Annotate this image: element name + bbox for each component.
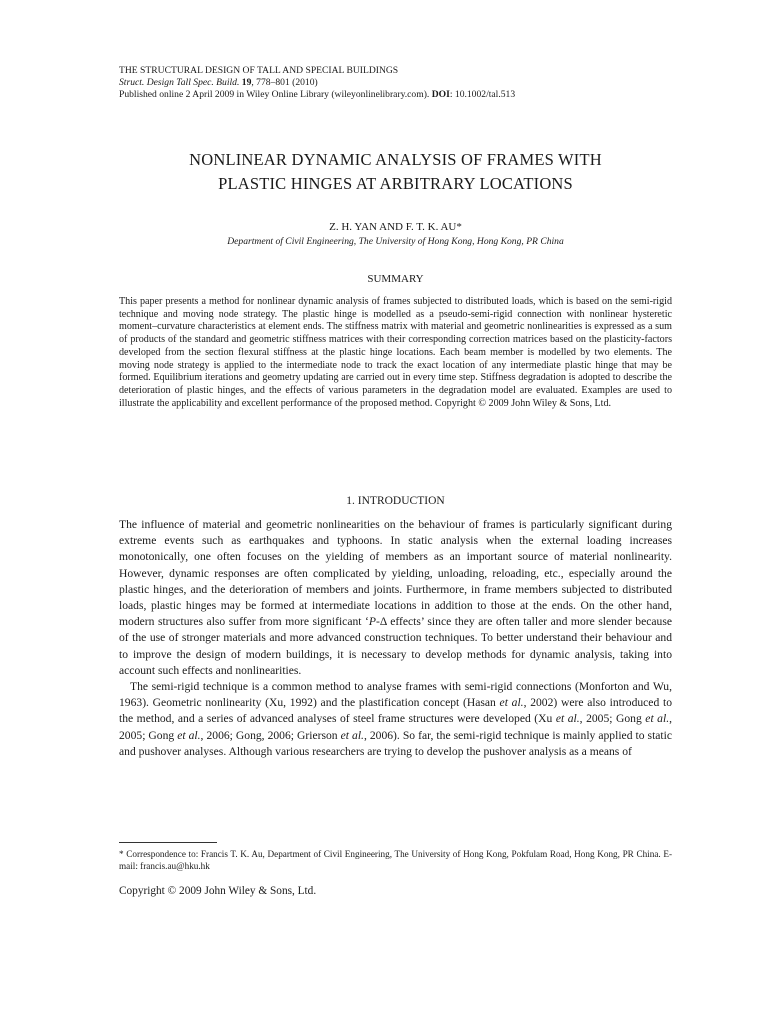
et-al: et al. [340,728,364,742]
journal-citation [119,77,672,89]
et-al: et al. [555,712,580,726]
doi-value: : 10.1002/tal.513 [449,89,516,100]
citation-volume: 19 [241,77,252,88]
published-prefix: Published online 2 April 2009 in Wiley Online Library (wileyonlinelibrary.com). [119,89,430,100]
text-run: , 2002) were also introduced to the method, and a series of advanced analyses of steel frame structures were developed (Xu [119,696,672,726]
intro-paragraph-2 [119,679,672,760]
text-run: The semi-rigid technique is a common method to analyse frames with semi-rigid connections (Monforton and Wu, 1963). Geometric nonlinearity (Xu, 1992) and the plastification concept (Hasan [119,680,672,710]
author-affiliation: Department of Civil Engineering, The University of Hong Kong, Hong Kong, PR China [227,236,564,247]
et-al: et al. [499,696,524,710]
text-run: , 2006; Gong, 2006; Grierson [200,728,341,742]
author-list: Z. H. YAN AND F. T. K. AU* [329,221,462,233]
text-run: -Δ effects’ since they are often taller and more slender because of the use of stronger materials and more advanced construction techniques. To better understand their behaviour and to improve the design of modern buildings, it is necessary to develop methods for dynamic analysis, taking into account such effects and nonlinearities. [119,615,672,677]
journal-name: THE STRUCTURAL DESIGN OF TALL AND SPECIAL BUILDINGS [119,65,399,76]
citation-journal: Struct. Design Tall Spec. Build. [119,77,240,88]
paper-title [119,148,672,196]
et-al: et al. [177,728,201,742]
title-line-2: PLASTIC HINGES AT ARBITRARY LOCATIONS [218,174,573,193]
et-al: et al. [645,712,670,726]
text-run: , 2005; Gong [119,712,673,742]
intro-paragraph-1 [119,517,672,679]
correspondence-footnote: * Correspondence to: Francis T. K. Au, Department of Civil Engineering, The University of Hong Kong, Pokfulam Road, Hong Kong, PR China. E-mail: francis.au@hku.hk [119,849,672,871]
summary-heading: SUMMARY [367,273,424,285]
journal-header [119,65,672,101]
footnote-divider [119,842,217,843]
introduction-body [119,517,672,760]
doi-label: DOI [431,89,450,100]
text-run: , 2006). So far, the semi-rigid technique is mainly applied to static and pushover analyses. Although various researchers are trying to develop the pushover analysis as a means of [119,728,673,758]
title-line-1: NONLINEAR DYNAMIC ANALYSIS OF FRAMES WITH [189,150,602,169]
publication-info [119,89,672,101]
abstract-text: This paper presents a method for nonlinear dynamic analysis of frames subjected to distributed loads, which is based on the semi-rigid technique and moving node strategy. The plastic hinge is modelled as a pseudo-semi-rigid connection with nonlinear hysteretic moment–curvature characteristics at element ends. The stiffness matrix with material and geometric nonlinearities is expressed as a sum of products of the standard and geometric stiffness matrices with their corresponding correction matrices based on the plasticity-factors developed from the section flexural stiffness at the plastic hinge locations. Each beam member is modelled by two elements. The moving node strategy is applied to the intermediate node to track the exact location of any intermediate plastic hinge that may be formed. Equilibrium iterations and geometry updating are carried out in every time step. Stiffness degradation is adopted to describe the deterioration of plastic hinges, and the effects of various parameters in the degradation model are evaluated. Examples are used to illustrate the applicability and excellent performance of the proposed method. Copyright © 2009 John Wiley & Sons, Ltd. [119,296,672,409]
text-run: , 2005; Gong [579,712,646,726]
introduction-heading: 1. INTRODUCTION [346,495,445,507]
citation-pages: , 778–801 (2010) [251,77,318,88]
text-run: The influence of material and geometric nonlinearities on the behaviour of frames is particularly significant during extreme events such as earthquakes and typhoons. In static analysis when the external loading increases monotonically, one often focuses on the yielding of members as an important source of material nonlinearity. However, dynamic responses are often complicated by yielding, unloading, reloading, etc., especially around the plastic hinges, and the deterioration of members and joints. Furthermore, in frame members subjected to distributed loads, plastic hinges may be formed at intermediate locations in addition to those at the ends. On the other hand, modern structures also suffer from more significant ‘ [119,518,672,629]
p-symbol: P [368,615,376,629]
copyright-notice: Copyright © 2009 John Wiley & Sons, Ltd. [119,885,317,897]
